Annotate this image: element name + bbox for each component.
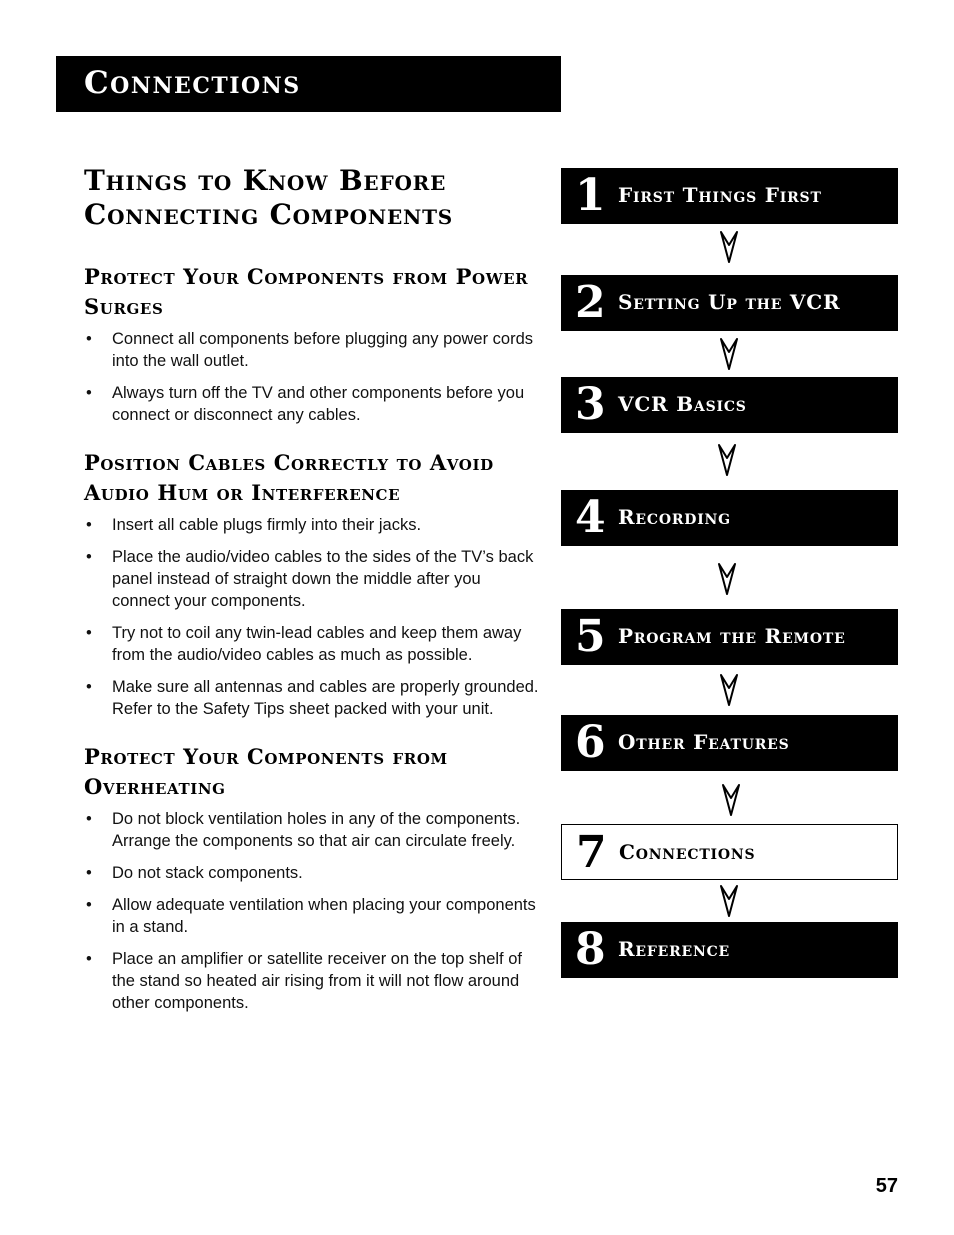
- bullet-list: [84, 514, 539, 720]
- step-number: 3: [575, 379, 606, 430]
- step-label: VCR Basics: [618, 392, 747, 416]
- step-label: Setting Up the VCR: [618, 290, 841, 314]
- down-arrow-icon: [717, 443, 737, 477]
- down-arrow-icon: [721, 783, 741, 817]
- section-title: Connections: [84, 65, 301, 101]
- section-heading: Protect Your Components from Power Surges: [84, 264, 529, 319]
- step-number: 4: [575, 492, 606, 543]
- bullet-item: • Do not block ventilation holes in any of the components. Arrange the components so that air can circulate freely.: [84, 808, 539, 852]
- step-setting-up-vcr[interactable]: [561, 275, 898, 331]
- step-label: Recording: [618, 505, 731, 529]
- step-number: 2: [575, 277, 606, 328]
- main-content: [84, 164, 539, 1036]
- bullet-item: • Allow adequate ventilation when placing your components in a stand.: [84, 894, 539, 938]
- section-overheating: [84, 742, 539, 1014]
- step-label: First Things First: [618, 183, 822, 207]
- step-label: Reference: [618, 937, 731, 961]
- step-number: 1: [575, 170, 606, 221]
- step-vcr-basics[interactable]: [561, 377, 898, 433]
- section-heading: Position Cables Correctly to Avoid Audio Hum or Interference: [84, 450, 494, 505]
- down-arrow-icon: [719, 337, 739, 371]
- page-number: 57: [875, 1175, 898, 1197]
- bullet-item: • Place an amplifier or satellite receiver on the top shelf of the stand so heated air rising from it will not flow around other components.: [84, 948, 539, 1014]
- step-label: Connections: [619, 840, 756, 864]
- down-arrow-icon: [719, 673, 739, 707]
- bullet-list: [84, 328, 539, 426]
- section-cables: [84, 448, 539, 720]
- section-heading: Protect Your Components from Overheating: [84, 744, 448, 799]
- step-number: 8: [575, 924, 606, 975]
- section-banner: [56, 56, 561, 112]
- step-number: 5: [575, 611, 606, 662]
- bullet-item: • Try not to coil any twin-lead cables and keep them away from the audio/video cables as much as possible.: [84, 622, 539, 666]
- bullet-item: • Connect all components before plugging any power cords into the wall outlet.: [84, 328, 539, 372]
- step-first-things-first[interactable]: [561, 168, 898, 224]
- step-number: 6: [575, 717, 606, 768]
- section-power-surges: [84, 262, 539, 426]
- bullet-item: • Place the audio/video cables to the sides of the TV’s back panel instead of straight down the middle after you connect your components.: [84, 546, 539, 612]
- bullet-item: • Make sure all antennas and cables are properly grounded. Refer to the Safety Tips sheet packed with your unit.: [84, 676, 539, 720]
- step-program-remote[interactable]: [561, 609, 898, 665]
- bullet-list: [84, 808, 539, 1014]
- step-label: Program the Remote: [618, 624, 846, 648]
- down-arrow-icon: [717, 562, 737, 596]
- bullet-item: • Always turn off the TV and other components before you connect or disconnect any cables.: [84, 382, 539, 426]
- bullet-item: • Insert all cable plugs firmly into their jacks.: [84, 514, 539, 536]
- step-other-features[interactable]: [561, 715, 898, 771]
- page-title: Things to Know Before Connecting Components: [84, 164, 454, 231]
- step-label: Other Features: [618, 730, 790, 754]
- step-connections-current[interactable]: [561, 824, 898, 880]
- down-arrow-icon: [719, 230, 739, 264]
- step-number: 7: [576, 827, 607, 878]
- down-arrow-icon: [719, 884, 739, 918]
- step-reference[interactable]: [561, 922, 898, 978]
- step-recording[interactable]: [561, 490, 898, 546]
- bullet-item: • Do not stack components.: [84, 862, 539, 884]
